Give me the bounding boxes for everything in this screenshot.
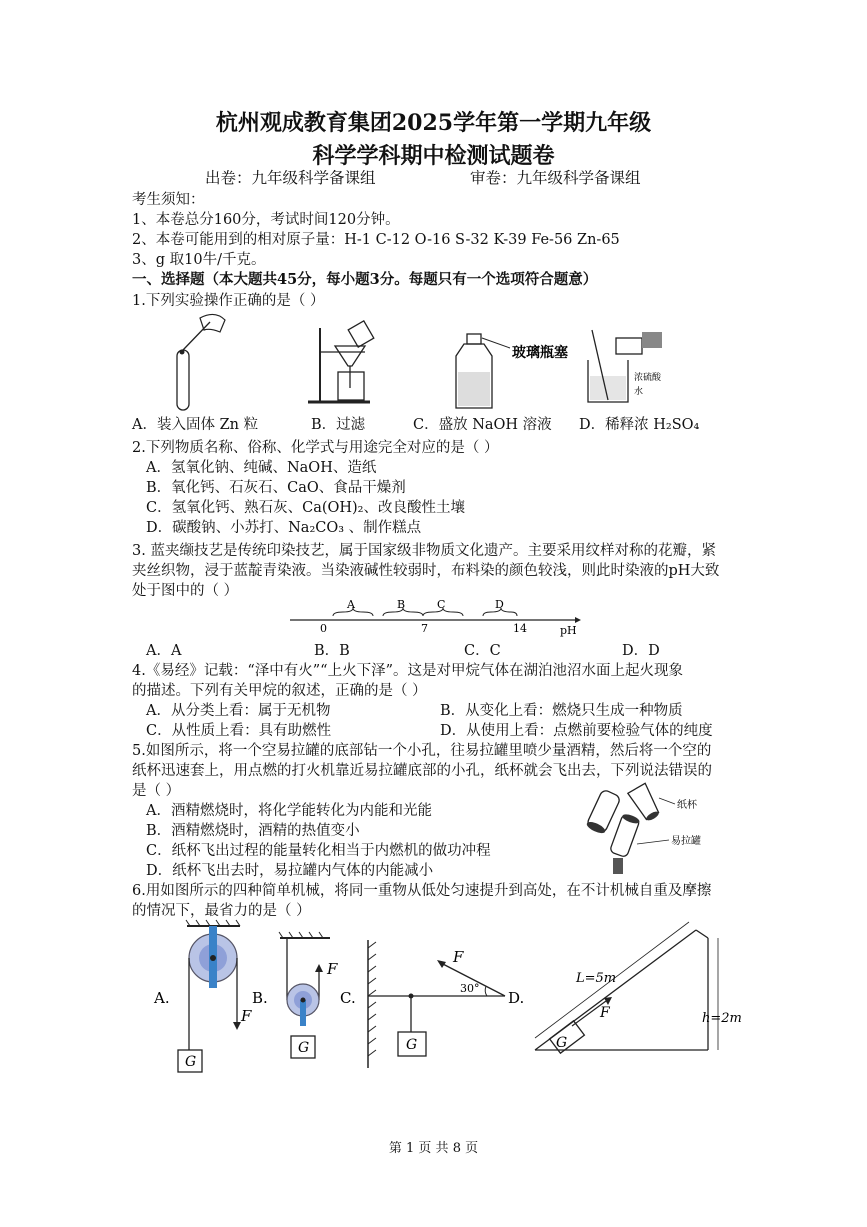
bottle-stopper-label: 玻璃瓶塞 <box>512 345 568 361</box>
reagent-bottle-figure <box>456 334 568 408</box>
q5-option-c: C．纸杯飞出过程的能量转化相当于内燃机的做功冲程 <box>146 843 491 859</box>
q2-option-a: A．氢氧化钠、纯碱、NaOH、造纸 <box>146 460 377 476</box>
exam-title-line2: 科学学科期中检测试题卷 <box>312 143 555 169</box>
scale-label-b: B <box>397 598 406 611</box>
question-1-stem: 1.下列实验操作正确的是（ ） <box>132 293 325 309</box>
page-footer: 第 1 页 共 8 页 <box>388 1141 479 1156</box>
question-3-line: 3. 蓝夹缬技艺是传统印染技艺，属于国家级非物质文化遗产。主要采用纹样对称的花瓣，紧 <box>132 543 716 559</box>
notice-item: 2、本卷可能用到的相对原子量：H-1 C-12 O-16 S-32 K-39 Fe-56 Zn-65 <box>132 232 620 248</box>
slope-length-label: L=5m <box>576 971 617 986</box>
force-label: F <box>327 960 338 978</box>
question-4-line: 4.《易经》记载：“泽中有火”“上火下泽”。这是对甲烷气体在湖泊池沼水面上起火现象 <box>132 663 683 679</box>
scale-label-c: C <box>437 598 446 611</box>
weight-label: G <box>406 1037 418 1053</box>
q5-option-a: A．酒精燃烧时，将化学能转化为内能和光能 <box>146 803 432 819</box>
reviewer-line: 审卷：九年级科学备课组 <box>470 169 641 187</box>
scale-unit: pH <box>560 624 577 637</box>
q1-option-b: B．过滤 <box>311 417 366 433</box>
notice-heading: 考生须知： <box>132 192 205 208</box>
q1-option-a: A．装入固体 Zn 粒 <box>132 417 259 433</box>
scale-label-a: A <box>347 598 355 611</box>
notice-item: 3、g 取10牛/千克。 <box>132 252 266 268</box>
question-2-stem: 2.下列物质名称、俗称、化学式与用途完全对应的是（ ） <box>132 440 499 456</box>
force-label: F <box>453 948 464 966</box>
q2-option-b: B．氧化钙、石灰石、CaO、食品干燥剂 <box>146 480 406 496</box>
author-line: 出卷：九年级科学备课组 <box>205 169 376 187</box>
force-label: F <box>600 1005 610 1021</box>
acid-label: 浓硫酸 <box>634 373 662 383</box>
exam-title-line1: 杭州观成教育集团2025学年第一学期九年级 <box>215 110 652 136</box>
option-c-label: C. <box>340 989 356 1007</box>
inclined-plane-figure <box>535 922 742 1053</box>
q3-option-a: A．A <box>146 643 182 659</box>
weight-label: G <box>298 1040 310 1056</box>
angle-label: 30° <box>460 982 480 995</box>
question-5-line: 5.如图所示，将一个空易拉罐的底部钻一个小孔，往易拉罐里喷少量酒精，然后将一个空的 <box>132 743 712 759</box>
q1-option-d: D．稀释浓 H₂SO₄ <box>579 417 700 433</box>
movable-pulley-figure <box>279 932 338 1058</box>
q1-figures <box>130 310 730 418</box>
q5-option-d: D．纸杯飞出去时，易拉罐内气体的内能减小 <box>146 863 434 879</box>
question-6-line: 的情况下，最省力的是（ ） <box>132 903 311 919</box>
option-a-label: A. <box>154 989 170 1007</box>
scale-tick-7: 7 <box>421 622 428 635</box>
q4-option-a: A．从分类上看：属于无机物 <box>146 703 331 719</box>
q4-option-c: C．从性质上看：具有助燃性 <box>146 723 332 739</box>
section-heading: 一、选择题（本大题共45分，每小题3分。每题只有一个选项符合题意） <box>132 271 598 288</box>
q3-option-d: D．D <box>622 643 660 659</box>
question-3-line: 夹丝织物，浸于蓝靛青染液。当染液碱性较弱时，布料染的颜色较浅，则此时染液的pH大致 <box>132 563 720 579</box>
q1-option-c: C．盛放 NaOH 溶液 <box>413 417 552 433</box>
question-3-line: 处于图中的（ ） <box>132 583 239 599</box>
question-4-line: 的描述。下列有关甲烷的叙述，正确的是（ ） <box>132 683 427 699</box>
q3-option-c: C．C <box>464 643 501 659</box>
q4-option-d: D．从使用上看：点燃前要检验气体的纯度 <box>440 723 713 739</box>
q5-option-b: B．酒精燃烧时，酒精的热值变小 <box>146 823 360 839</box>
scale-tick-0: 0 <box>320 622 327 635</box>
cup-label: 纸杯 <box>677 800 697 811</box>
q6-machines-figure <box>140 918 760 1078</box>
weight-label: G <box>556 1035 568 1051</box>
filtration-figure <box>308 321 374 402</box>
option-d-label: D. <box>508 989 525 1007</box>
can-and-cup-figure <box>575 778 715 878</box>
ph-scale-figure <box>285 598 585 638</box>
scale-tick-14: 14 <box>513 622 527 635</box>
scale-label-d: D <box>495 598 504 611</box>
lever-figure <box>368 940 505 1068</box>
weight-label: G <box>185 1054 197 1070</box>
dilution-figure <box>588 330 662 402</box>
question-5-line: 是（ ） <box>132 783 181 799</box>
can-label: 易拉罐 <box>671 836 701 847</box>
question-6-line: 6.用如图所示的四种简单机械，将同一重物从低处匀速提升到高处，在不计机械自重及摩擦 <box>132 883 712 899</box>
height-label: h=2m <box>702 1011 742 1026</box>
q3-option-b: B．B <box>314 643 350 659</box>
q2-option-d: D．碳酸钠、小苏打、Na₂CO₃ 、制作糕点 <box>146 520 422 536</box>
water-label: 水 <box>634 387 644 397</box>
test-tube-figure <box>177 314 225 410</box>
fixed-pulley-figure <box>178 920 252 1072</box>
option-b-label: B. <box>252 989 268 1007</box>
force-label: F <box>241 1007 252 1025</box>
q4-option-b: B．从变化上看：燃烧只生成一种物质 <box>440 703 683 719</box>
q2-option-c: C．氢氧化钙、熟石灰、Ca(OH)₂、改良酸性土壤 <box>146 500 465 516</box>
question-5-line: 纸杯迅速套上，用点燃的打火机靠近易拉罐底部的小孔，纸杯就会飞出去，下列说法错误的 <box>132 763 712 779</box>
notice-item: 1、本卷总分160分，考试时间120分钟。 <box>132 212 400 228</box>
